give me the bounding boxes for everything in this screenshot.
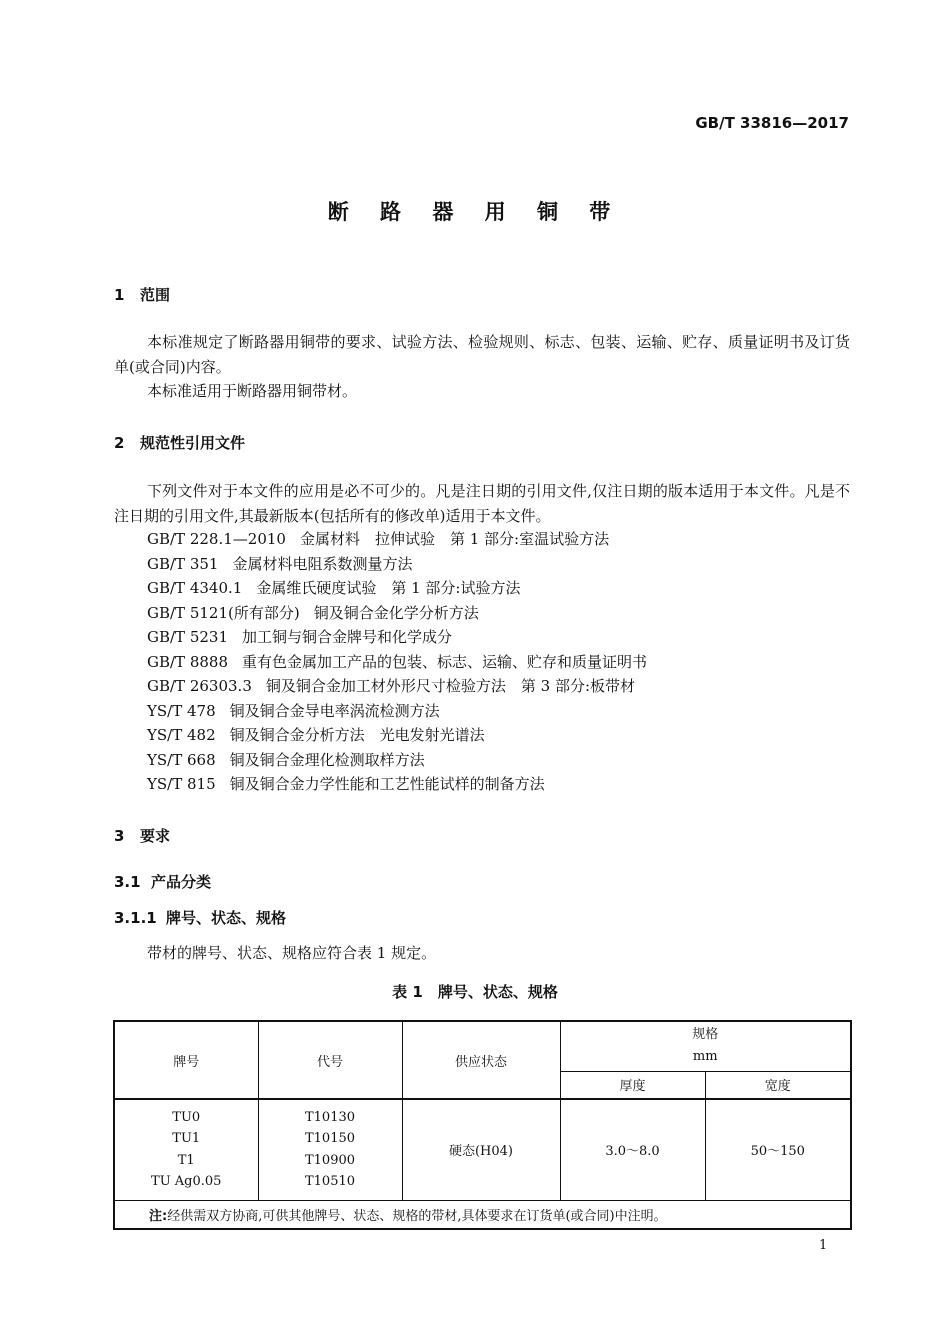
section-3-1-heading (114, 871, 211, 892)
reference-item (147, 650, 647, 675)
reference-title: 铜及铜合金化学分析方法 (313, 603, 479, 622)
header-spec (560, 1021, 851, 1071)
reference-title: 铜及铜合金导电率涡流检测方法 (229, 701, 440, 720)
section-3-1-title: 产品分类 (151, 873, 212, 891)
table-note (114, 1200, 851, 1229)
section-1-heading (114, 284, 170, 305)
spec-table (113, 1020, 852, 1230)
reference-title: 铜及铜合金分析方法 光电发射光谱法 (229, 726, 485, 744)
width-cell: 50～150 (705, 1099, 851, 1200)
header-thickness: 厚度 (560, 1071, 705, 1099)
section-2-intro: 下列文件对于本文件的应用是必不可少的。凡是注日期的引用文件,仅注日期的版本适用于本文件。凡是不注日期的引用文件,其最新版本(包括所有的修改单)适用于本文件。 (114, 482, 850, 525)
header-spec-label: 规格 (692, 1027, 719, 1043)
reference-code: GB/T 8888 (147, 652, 229, 671)
reference-code: YS/T 815 (147, 775, 216, 793)
grade-value: T1 (177, 1152, 195, 1168)
code-value: T10900 (304, 1152, 356, 1168)
section-1-title: 范围 (140, 286, 171, 304)
reference-item (147, 601, 647, 626)
code-value: T10510 (304, 1174, 356, 1190)
page-number: 1 (819, 1238, 828, 1253)
header-code: 代号 (258, 1021, 402, 1099)
code-value: T10130 (304, 1109, 356, 1125)
section-1-paragraph-2: 本标准适用于断路器用铜带材。 (147, 382, 358, 400)
reference-code: GB/T 5121(所有部分) (147, 603, 300, 622)
reference-item (147, 674, 647, 699)
thickness-cell: 3.0～8.0 (560, 1099, 705, 1200)
section-3-1-number: 3.1 (114, 873, 141, 891)
reference-code: GB/T 228.1—2010 (147, 530, 286, 548)
reference-item (147, 552, 647, 577)
header-spec-unit: mm (692, 1049, 718, 1065)
reference-item (147, 748, 647, 773)
reference-code: YS/T 478 (147, 701, 216, 720)
note-label: 注: (149, 1208, 168, 1224)
section-3-number: 3 (114, 827, 125, 845)
section-2-heading (114, 432, 245, 453)
reference-code: YS/T 482 (147, 726, 216, 744)
reference-item (147, 772, 647, 797)
reference-title: 金属维氏硬度试验 第 1 部分:试验方法 (256, 579, 521, 597)
reference-title: 金属材料 拉伸试验 第 1 部分:室温试验方法 (299, 530, 610, 548)
reference-title: 金属材料电阻系数测量方法 (232, 554, 413, 573)
reference-item (147, 699, 647, 724)
section-3-1-1-heading (114, 907, 286, 928)
header-width: 宽度 (705, 1071, 851, 1099)
reference-title: 加工铜与铜合金牌号和化学成分 (242, 628, 453, 646)
section-2-title: 规范性引用文件 (140, 434, 246, 452)
grade-value: TU1 (172, 1131, 201, 1147)
section-3-1-1-text: 带材的牌号、状态、规格应符合表 1 规定。 (147, 944, 437, 962)
reference-title: 铜及铜合金理化检测取样方法 (229, 750, 425, 769)
section-1-number: 1 (114, 286, 125, 304)
document-title: 断 路 器 用 铜 带 (327, 200, 623, 224)
table-caption: 表 1 牌号、状态、规格 (392, 983, 558, 1001)
section-3-heading (114, 825, 170, 846)
reference-code: YS/T 668 (147, 750, 216, 769)
code-value: T10150 (304, 1131, 356, 1147)
reference-code: GB/T 5231 (147, 628, 229, 646)
code-cell (258, 1099, 402, 1200)
reference-item (147, 723, 647, 748)
reference-title: 铜及铜合金加工材外形尺寸检验方法 第 3 部分:板带材 (265, 677, 636, 695)
section-3-1-1-number: 3.1.1 (114, 909, 157, 927)
section-3-1-1-title: 牌号、状态、规格 (166, 909, 287, 927)
header-grade: 牌号 (114, 1021, 258, 1099)
state-cell: 硬态(H04) (402, 1099, 560, 1200)
grade-value: TU0 (172, 1109, 201, 1125)
header-state: 供应状态 (402, 1021, 560, 1099)
reference-list (147, 527, 647, 797)
reference-title: 铜及铜合金力学性能和工艺性能试样的制备方法 (229, 775, 545, 793)
section-1-paragraph-1: 本标准规定了断路器用铜带的要求、试验方法、检验规则、标志、包装、运输、贮存、质量证明书及订货单(或合同)内容。 (114, 333, 850, 376)
reference-item (147, 527, 647, 552)
reference-code: GB/T 351 (147, 554, 219, 573)
grade-value: TU Ag0.05 (151, 1174, 222, 1190)
reference-title: 重有色金属加工产品的包装、标志、运输、贮存和质量证明书 (242, 652, 648, 671)
grade-cell (114, 1099, 258, 1200)
reference-item (147, 576, 647, 601)
section-2-number: 2 (114, 434, 125, 452)
standard-code: GB/T 33816—2017 (695, 114, 849, 132)
note-text: 经供需双方协商,可供其他牌号、状态、规格的带材,具体要求在订货单(或合同)中注明。 (167, 1208, 667, 1224)
section-3-title: 要求 (140, 827, 171, 845)
reference-code: GB/T 4340.1 (147, 579, 243, 597)
reference-item (147, 625, 647, 650)
reference-code: GB/T 26303.3 (147, 677, 252, 695)
